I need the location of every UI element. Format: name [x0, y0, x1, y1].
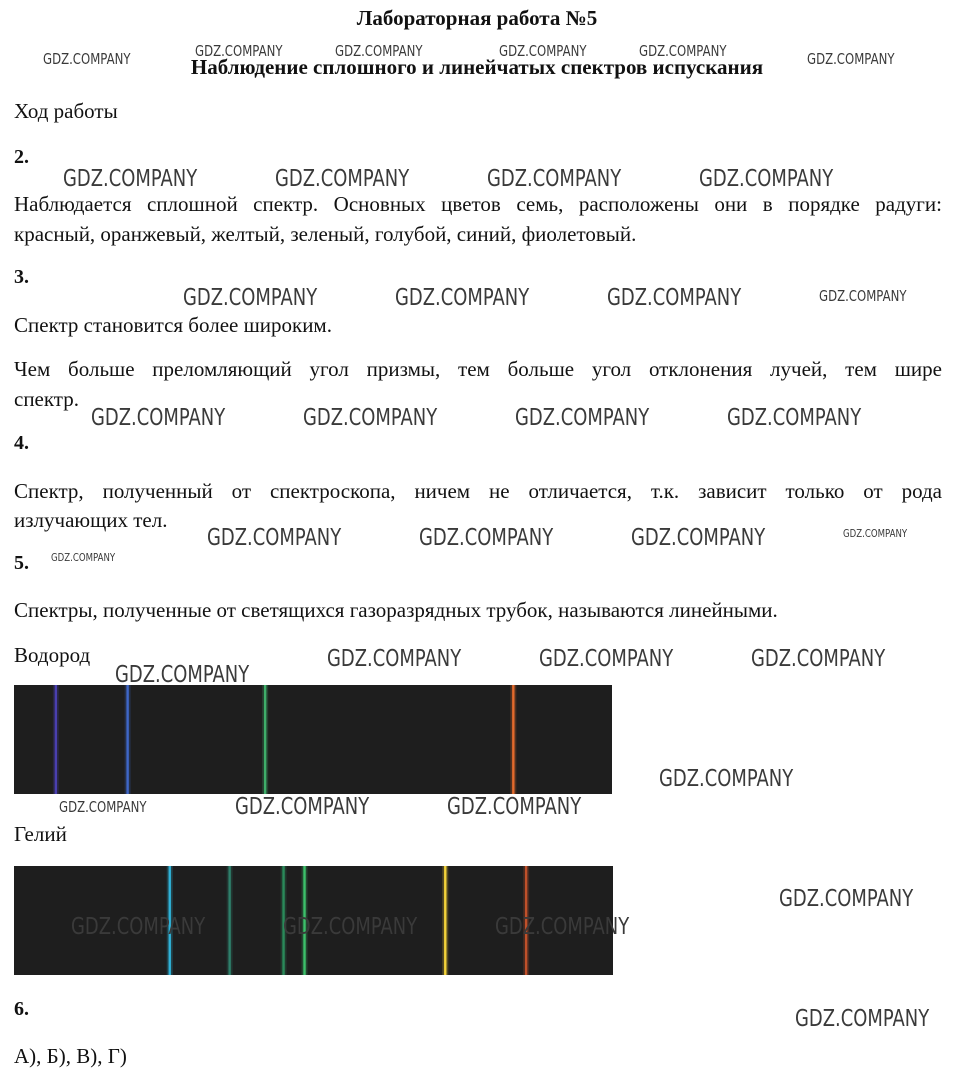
- spectral-line: [444, 866, 446, 975]
- spectrum-label-helium: Гелий: [14, 822, 67, 846]
- watermark: GDZ.COMPANY: [183, 285, 318, 311]
- watermark: GDZ.COMPANY: [795, 1006, 930, 1032]
- item-number-6: 6.: [14, 998, 29, 1020]
- watermark: GDZ.COMPANY: [779, 886, 914, 912]
- spectral-line: [512, 685, 514, 794]
- item-3-paragraph-2-line-1: Чем больше преломляющий угол призмы, тем больше угол отклонения лучей, тем шире: [14, 357, 942, 381]
- item-4-line-1: Спектр, полученный от спектроскопа, ничем не отличается, т.к. зависит только от рода: [14, 479, 942, 503]
- watermark: GDZ.COMPANY: [195, 42, 283, 60]
- hydrogen-spectrum: [14, 685, 612, 794]
- spectral-line: [126, 685, 128, 794]
- watermark: GDZ.COMPANY: [819, 287, 907, 305]
- page-title: Лабораторная работа №5: [356, 6, 598, 30]
- page-subtitle: Наблюдение сплошного и линейчатых спектров испускания: [190, 55, 764, 79]
- watermark: GDZ.COMPANY: [207, 525, 342, 551]
- watermark: GDZ.COMPANY: [283, 914, 418, 940]
- watermark: GDZ.COMPANY: [699, 166, 834, 192]
- watermark: GDZ.COMPANY: [495, 914, 630, 940]
- watermark: GDZ.COMPANY: [235, 794, 370, 820]
- item-5-text: Спектры, полученные от светящихся газоразрядных трубок, называются линейными.: [14, 598, 778, 622]
- watermark: GDZ.COMPANY: [335, 42, 423, 60]
- watermark: GDZ.COMPANY: [751, 646, 886, 672]
- hydrogen-spectrum-graphic: [14, 685, 612, 794]
- item-number-5: 5.: [14, 552, 29, 574]
- watermark: GDZ.COMPANY: [659, 766, 794, 792]
- item-number-3: 3.: [14, 266, 29, 288]
- watermark: GDZ.COMPANY: [807, 50, 895, 68]
- item-number-2: 2.: [14, 146, 29, 168]
- watermark: GDZ.COMPANY: [447, 794, 582, 820]
- watermark: GDZ.COMPANY: [303, 405, 438, 431]
- spectrum-label-hydrogen: Водород: [14, 643, 91, 667]
- spectral-line: [228, 866, 230, 975]
- watermark: GDZ.COMPANY: [71, 914, 206, 940]
- section-heading: Ход работы: [14, 99, 118, 123]
- watermark: GDZ.COMPANY: [419, 525, 554, 551]
- watermark: GDZ.COMPANY: [607, 285, 742, 311]
- watermark: GDZ.COMPANY: [487, 166, 622, 192]
- item-3-paragraph-2-line-2: спектр.: [14, 387, 79, 411]
- item-number-4: 4.: [14, 432, 29, 454]
- watermark: GDZ.COMPANY: [115, 662, 250, 688]
- watermark: GDZ.COMPANY: [43, 50, 131, 68]
- watermark: GDZ.COMPANY: [59, 798, 147, 816]
- watermark: GDZ.COMPANY: [843, 527, 908, 540]
- watermark: GDZ.COMPANY: [499, 42, 587, 60]
- item-2-line-2: красный, оранжевый, желтый, зеленый, голубой, синий, фиолетовый.: [14, 222, 637, 246]
- watermark: GDZ.COMPANY: [63, 166, 198, 192]
- watermark: GDZ.COMPANY: [91, 405, 226, 431]
- item-2-line-1: Наблюдается сплошной спектр. Основных цветов семь, расположены они в порядке радуги:: [14, 192, 942, 216]
- item-4-line-2: излучающих тел.: [14, 508, 168, 532]
- watermark: GDZ.COMPANY: [639, 42, 727, 60]
- watermark: GDZ.COMPANY: [515, 405, 650, 431]
- watermark: GDZ.COMPANY: [727, 405, 862, 431]
- spectral-line: [55, 685, 57, 794]
- spectral-line: [264, 685, 266, 794]
- item-6-text: А), Б), В), Г): [14, 1044, 127, 1068]
- watermark: GDZ.COMPANY: [631, 525, 766, 551]
- watermark: GDZ.COMPANY: [539, 646, 674, 672]
- watermark: GDZ.COMPANY: [327, 646, 462, 672]
- watermark: GDZ.COMPANY: [395, 285, 530, 311]
- item-3-paragraph-1: Спектр становится более широким.: [14, 313, 332, 337]
- watermark: GDZ.COMPANY: [51, 551, 116, 564]
- watermark: GDZ.COMPANY: [275, 166, 410, 192]
